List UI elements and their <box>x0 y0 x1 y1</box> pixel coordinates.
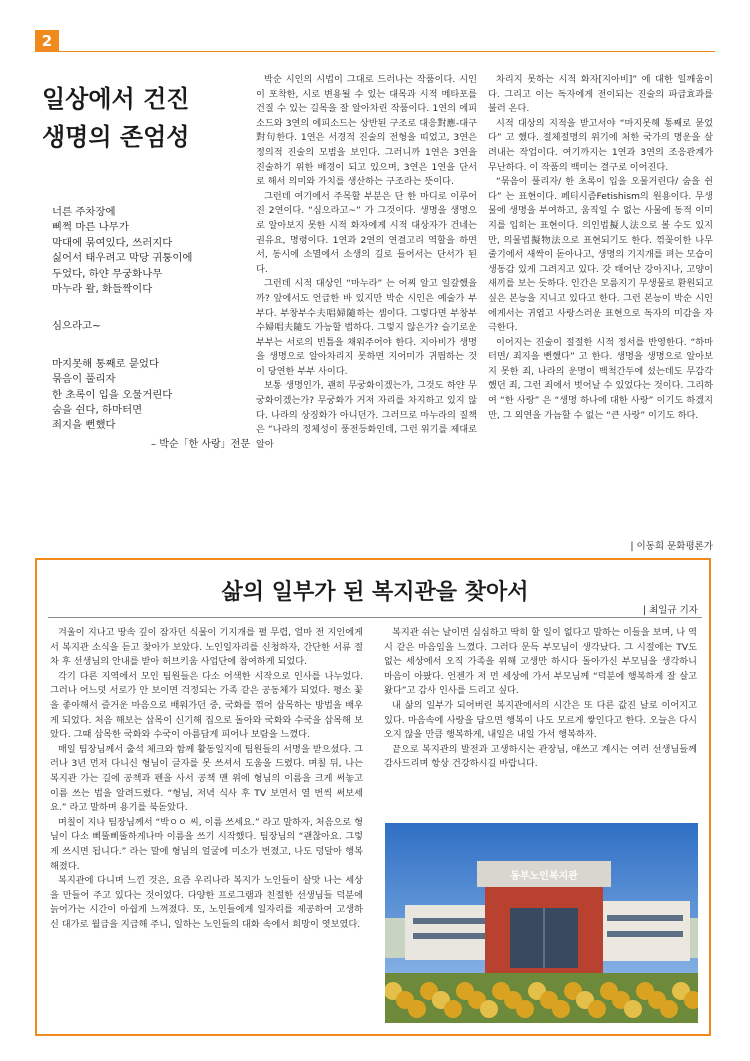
paragraph: 시적 대상의 지적을 받고서야 “마지못해 통째로 묻었다” 고 했다. 절체절명의 위기에 처한 국가의 명운을 살려내는 작업이다. 여기까지는 1연과 3연의 조응관계가 무난하다. 이 작품의 백미는 결구로 이어진다. <box>488 117 713 173</box>
paragraph: 그런데 여기에서 주목할 부분은 단 한 마디로 이루어진 2연이다. “심으라고~” 가 그것이다. 생명을 생명으로 알아보지 못한 시적 화자에게 시적 대상자가 건네는 권유요, 명령이다. 1연과 2연의 연결고리 역할을 하면서, 동시에 소멸에서 소생의 길로 들어서는 단서가 된다. <box>256 190 477 275</box>
paragraph: 끝으로 복지관의 발전과 고생하시는 관장님, 애쓰고 계시는 여러 선생님들께 감사드리며 항상 건강하시길 바랍니다. <box>384 743 697 770</box>
poem-line: 죄지을 뻔했다 <box>52 419 116 432</box>
paragraph: 박순 시인의 시법이 그대로 드러나는 작품이다. 시인이 포착한, 시로 변용될 수 있는 대목과 시적 메타포를 건질 수 있는 길목을 잘 알아차린 작품이다. 1연의 에피소드와 3연의 에피소드는 상반된 구조로 대응對應-대구對句한다. 1연은 서경적 진술의 전형을 띠었고, 3연은 정의적 진술의 모범을 보인다. 그러니까 1연은 3연을 진술하기 위한 배경이 되고 있으며, 3연은 1연을 단서로 해서 의미와 가치를 생산하는 구조라는 뜻이다. <box>256 74 477 188</box>
poem-line: 마지못해 통째로 묻었다 <box>52 357 159 370</box>
poem-stanza <box>52 205 252 297</box>
poem-line: 두었다, 하얀 무궁화나무 <box>52 267 163 280</box>
building-illustration <box>385 823 698 1023</box>
flower-bush <box>660 1000 678 1018</box>
article1-author: | 이동희 문화평론가 <box>630 541 713 552</box>
poem-line: 한 초록이 입을 오물거린다 <box>52 388 173 401</box>
paragraph: 내 삶의 일부가 되어버린 복지관에서의 시간은 또 다른 값진 날로 이어지고 있다. 마음속에 사랑을 담으면 행복이 나도 모르게 쌓인다고 한다. 오늘은 다시 오지 않을 만큼 행복하게, 내일은 내일 가서 행복하자. <box>384 699 697 741</box>
flower-bush <box>588 1000 606 1018</box>
flower-bush <box>624 1000 642 1018</box>
paragraph: 복지관 쉬는 날이면 심심하고 딱히 할 일이 없다고 말하는 이들을 보며, 나 역시 같은 마음임을 느꼈다. 그러다 문득 부모님이 생각났다. 그 시절에는 TV도 없는 세상에서 오직 가족을 위해 고생만 하시다 돌아가신 부모님을 생각하니 마음이 아팠다. 언젠가 저 먼 세상에 가서 부모님께 “덕분에 행복하게 잘 살고 왔다”고 감사 인사를 드리고 싶다. <box>384 627 697 697</box>
paragraph: 며칠이 지나 팀장님께서 “박ㅇㅇ 씨, 이름 쓰세요.” 라고 말하자, 처음으로 형님이 다소 삐뚤삐뚤하게나마 이름을 쓰기 시작했다. 팀장님의 “괜찮아요. 그렇게 쓰시면 됩니다.” 라는 말에 형님의 얼굴에 미소가 번졌고, 나도 덩달아 행복해졌다. <box>50 816 363 872</box>
poem-line: 묶음이 풀리자 <box>52 373 116 386</box>
poem-stanza <box>52 319 252 334</box>
poem-line: 심으라고~ <box>52 320 101 333</box>
poem-credit: – 박순「한 사랑」전문 <box>151 439 250 450</box>
flower-bush <box>408 1000 426 1018</box>
flower-bush <box>444 1000 462 1018</box>
flower-bush <box>552 1000 570 1018</box>
paragraph: 이어지는 진술이 절절한 시적 정서를 반영한다. “하마터면/ 죄지을 뻔했다” 고 한다. 생명을 생명으로 알아보지 못한 죄, 나라의 운명이 백척간두에 섰는데도 무감각했던 죄, 그런 죄에서 벗어날 수 있었다는 것이다. 그리하여 “한 사랑” 은 “생명 하나에 대한 사랑” 이기도 하겠지만, 그 외연을 가늠할 수 없는 “큰 사랑” 이기도 하다. <box>488 336 713 421</box>
poem-line: 막대에 묶여있다, 쓰러지다 <box>52 236 173 249</box>
paragraph: “묶음이 풀리자/ 한 초록이 입을 오물거린다/ 숨을 쉰다” 는 표현이다. 페티시즘Fetishism의 원용이다. 무생물에 생명을 부여하고, 움직일 수 없는 사물에 동적 이미지를 입히는 표현이다. 의인법擬人法으로 볼 수도 있지만, 의물법擬物法으로 표현되기도 한다. 꺾꽂이한 나무줄기에서 새싹이 돋아나고, 생명의 기지개를 펴는 모습이 생동감 있게 그려지고 있다. 갓 태어난 강아지나, 고양이 새끼를 보는 듯하다. 인간은 모름지기 무생물로 환원되고 싶은 본능을 지니고 있다고 한다. 그런 본능이 박순 시인에게서는 귀엽고 사랑스러운 표현으로 독자의 미감을 자극한다. <box>488 176 713 334</box>
article1-column-2 <box>488 73 713 423</box>
flower-bush <box>480 1000 498 1018</box>
article1-column-1 <box>256 73 477 452</box>
welfare-center-photo <box>385 823 698 1023</box>
paragraph: 차리지 못하는 시적 화자[지아비]” 에 대한 일깨움이다. 그리고 이는 독자에게 전이되는 진술의 파급효과를 불러 온다. <box>488 74 713 115</box>
article2-author: | 최일규 기자 <box>642 605 698 616</box>
poem-stanza <box>52 357 252 434</box>
poem-line: 삐쩍 마른 나무가 <box>52 221 129 234</box>
poem-line: 숨을 쉰다, 하마터면 <box>52 404 143 417</box>
article2-column-1 <box>50 626 363 932</box>
paragraph: 매일 팀장님께서 출석 체크와 함께 활동일지에 팀원들의 서명을 받으셨다. 그러나 3년 먼저 다니신 형님이 글자를 못 쓰셔서 도움을 드렸다. 며칠 뒤, 나는 복지관 가는 길에 공책과 펜을 사서 공책 맨 위에 형님의 이름을 크게 써놓고 이름 쓰는 법을 알려드렸다. “형님, 저녁 식사 후 TV 보면서 열 번씩 써보세요.” 라고 말하며 용기를 북돋았다. <box>50 743 363 814</box>
poem-line: 너른 주차장에 <box>52 206 116 218</box>
paragraph: 보통 생명인가, 괜히 무궁화이겠는가, 그것도 하얀 무궁화이겠는가? 무궁화가 거저 자리를 차지하고 있지 않다. 나라의 상징화가 아니던가. 그러므로 마누라의 질책은 “나라의 정체성이 풍전등화인데, 그런 위기를 제대로 알아 <box>256 380 477 450</box>
poem <box>52 205 252 456</box>
article2-title-rule <box>48 617 702 618</box>
article1-title-line: 생명의 존엄성 <box>42 123 190 151</box>
article1-title-line: 일상에서 건진 <box>42 85 190 113</box>
paragraph: 그런데 시적 대상인 “마누라” 는 어찌 알고 일갈했을까? 앞에서도 언급한 바 있지만 박순 시인은 예술가 부부다. 부창부수夫唱婦隨하는 셈이다. 그렇다면 부창부수婦唱夫隨도 가능할 법하다. 그렇지 않은가? 슬기로운 부부는 서로의 빈틈을 채워주어야 한다. 지아비가 생명을 생명으로 알아차리지 못하면 지어미가 귀띔하는 것이 당연한 부부 사이다. <box>256 278 477 377</box>
article1-title <box>42 80 232 156</box>
header-rule <box>59 51 715 52</box>
flower-bush <box>516 1000 534 1018</box>
paragraph: 복지관에 다니며 느낀 것은, 요즘 우리나라 복지가 노인들이 살맛 나는 세상을 만들어 주고 있다는 것이었다. 다양한 프로그램과 친절한 선생님들 덕분에 늙어가는 시간이 아쉽게 느껴졌다. 또, 노인들에게 일자리를 제공하여 고생하신 대가로 월급을 지급해 주니, 일하는 노인들의 대화 속에서 희망이 엿보였다. <box>50 875 363 930</box>
page-number: 2 <box>35 30 59 52</box>
sign-text: 동부노인복지관 <box>510 871 578 882</box>
paragraph: 각기 다른 지역에서 모인 팀원들은 다소 어색한 시작으로 인사를 나누었다. 그러나 어느덧 서로가 안 보이면 걱정되는 가족 같은 공동체가 되었다. 평소 꽃을 좋아해서 즐거운 마음으로 배워가던 중, 국화를 꺾어 삽목하는 방법을 배우게 되었다. 처음 해보는 삽목이 신기해 집으로 돌아와 국화와 수국을 삽목해 보았다. 그때 삽목한 국화와 수국이 아름답게 피어나 보람을 느꼈다. <box>50 670 363 741</box>
paragraph: 겨울이 지나고 땅속 깊이 잠자던 식물이 기지개를 펼 무렵, 얼마 전 지인에게서 복지관 소식을 듣고 찾아가 보았다. 노인일자리를 신청하자, 간단한 서류 절차 후 선생님의 안내를 받아 허브키움 사업단에 참여하게 되었다. <box>50 627 363 668</box>
poem-line: 마누라 왈, 화들짝이다 <box>52 283 153 296</box>
article2-title: 삶의 일부가 된 복지관을 찾아서 <box>221 580 529 605</box>
article2-column-2 <box>384 626 697 772</box>
poem-line: 싫어서 태우려고 막당 귀퉁이에 <box>52 252 193 265</box>
